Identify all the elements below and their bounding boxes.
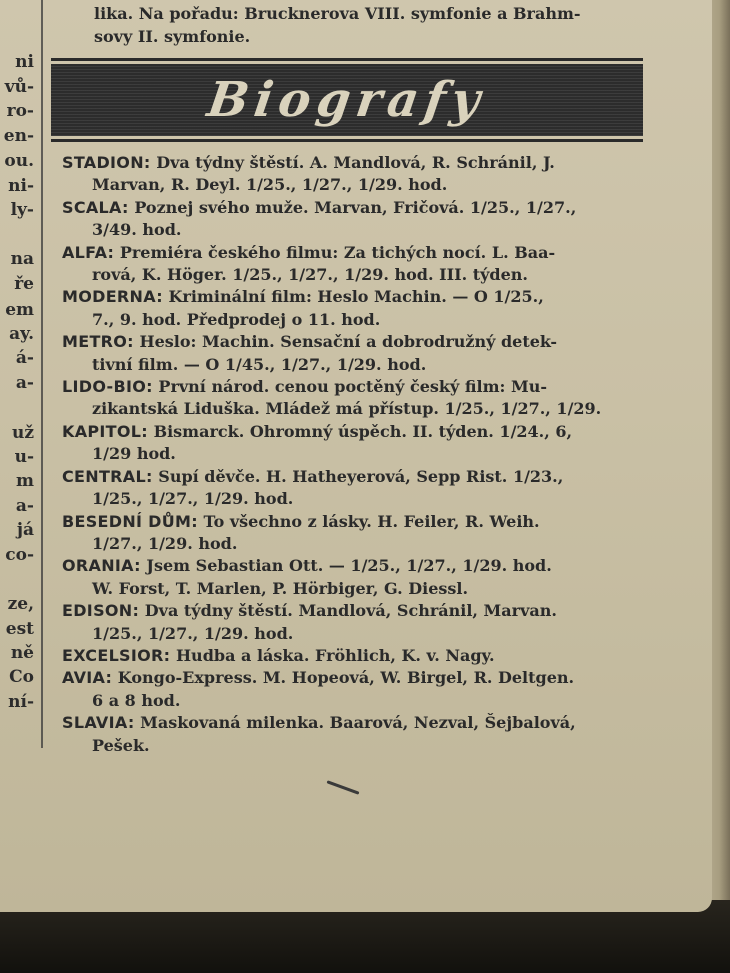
listing-line <box>62 376 662 398</box>
listing-continuation: tivní film. — O 1/45., 1/27., 1/29. hod. <box>92 354 427 374</box>
left-fragment: ly- <box>10 200 34 220</box>
left-fragment: a- <box>15 373 34 393</box>
listing-line <box>62 555 662 577</box>
left-fragment: em <box>5 300 34 320</box>
left-fragment: ře <box>14 274 34 294</box>
cinema-name: STADION: <box>62 153 151 172</box>
left-fragment: Co <box>9 667 34 687</box>
cinema-name: ORANIA: <box>62 556 141 576</box>
listing-continuation: Marvan, R. Deyl. 1/25., 1/27., 1/29. hod. <box>92 175 448 195</box>
left-fragment: ou. <box>4 151 34 171</box>
left-fragment: já <box>16 520 34 540</box>
section-banner <box>51 58 643 142</box>
listing-entry <box>62 197 662 242</box>
listing-line <box>62 152 662 174</box>
listing-line <box>62 197 662 219</box>
listing-entry <box>62 286 662 331</box>
left-fragment: co- <box>5 545 34 565</box>
listing-continuation: 3/49. hod. <box>92 220 182 240</box>
left-fragment: est <box>5 619 34 639</box>
listing-text: Jsem Sebastian Ott. — 1/25., 1/27., 1/29. hod. <box>146 556 552 576</box>
listing-text: Dva týdny štěstí. Mandlová, Schránil, Marvan. <box>144 601 557 621</box>
cinema-name: AVIA: <box>62 668 113 688</box>
left-fragment: už <box>11 423 34 443</box>
listing-entry <box>62 152 662 197</box>
left-fragment: en- <box>3 126 34 146</box>
listing-entry <box>62 667 662 712</box>
cinema-name: SCALA: <box>62 197 129 217</box>
listing-text: Hudba a láska. Fröhlich, K. v. Nagy. <box>175 645 495 665</box>
listing-text: Supí děvče. H. Hatheyerová, Sepp Rist. 1/23., <box>158 466 564 486</box>
listing-text: Kongo-Express. M. Hopeová, W. Birgel, R. Deltgen. <box>117 668 575 688</box>
listing-text: Dva týdny štěstí. A. Mandlová, R. Schránil, J. <box>156 153 555 172</box>
left-fragment: ni <box>15 52 34 72</box>
listing-entry <box>62 376 662 421</box>
listing-entry <box>62 555 662 600</box>
left-fragment: ní- <box>8 692 34 712</box>
listing-entry <box>62 600 662 645</box>
listing-text: Bismarck. Ohromný úspěch. II. týden. 1/24., 6, <box>153 421 573 441</box>
listing-line <box>62 645 662 667</box>
cinema-name: SLAVIA: <box>62 713 135 733</box>
listing-continuation: 1/29 hod. <box>92 444 176 464</box>
listing-entry <box>62 242 662 287</box>
listing-entry <box>62 511 662 556</box>
listing-entry <box>62 331 662 376</box>
left-fragment: ze, <box>7 594 34 614</box>
listing-line <box>62 712 662 734</box>
top-paragraph <box>94 2 654 48</box>
listing-line <box>62 421 662 443</box>
left-fragment: a- <box>15 496 34 516</box>
cinema-name: ALFA: <box>62 242 115 262</box>
cinema-name: EXCELSIOR: <box>62 645 171 665</box>
listing-continuation: 7., 9. hod. Předprodej o 11. hod. <box>92 309 381 329</box>
cinema-name: LIDO-BIO: <box>62 377 153 397</box>
listing-entry <box>62 466 662 511</box>
left-fragment: u- <box>14 447 34 467</box>
listing-continuation: W. Forst, T. Marlen, P. Hörbiger, G. Diessl. <box>92 578 469 598</box>
listing-line <box>62 286 662 308</box>
listing-text: Premiéra českého filmu: Za tichých nocí. L. Baa- <box>119 242 556 262</box>
left-fragment: ay. <box>9 324 34 344</box>
listing-line <box>62 466 662 488</box>
section-banner-fill <box>51 64 643 136</box>
column-rule <box>41 0 43 748</box>
listing-continuation: zikantská Liduška. Mládež má přístup. 1/25., 1/27., 1/29. <box>92 399 602 419</box>
listing-continuation: rová, K. Höger. 1/25., 1/27., 1/29. hod. III. týden. <box>92 265 528 285</box>
listing-line <box>62 242 662 264</box>
listing-text: Maskovaná milenka. Baarová, Nezval, Šejbalová, <box>140 713 576 733</box>
top-paragraph-line1: lika. Na pořadu: Brucknerova VIII. symfonie a Brahm- <box>94 4 581 23</box>
left-fragment: á- <box>15 348 34 368</box>
cinema-name: CENTRAL: <box>62 466 153 486</box>
listing-text: To všechno z lásky. H. Feiler, R. Weih. <box>203 511 540 531</box>
listing-entry <box>62 421 662 466</box>
top-paragraph-line2: sovy II. symfonie. <box>94 27 251 46</box>
left-fragment: ně <box>10 643 34 663</box>
listing-text: První národ. cenou poctěný český film: Mu- <box>158 377 547 397</box>
cinema-name: EDISON: <box>62 601 140 621</box>
listing-continuation: 1/25., 1/27., 1/29. hod. <box>92 489 294 509</box>
left-fragment: vů- <box>4 77 34 97</box>
left-fragment: ni- <box>8 176 34 196</box>
listing-continuation: 1/27., 1/29. hod. <box>92 533 238 553</box>
cinema-name: METRO: <box>62 332 134 352</box>
listing-text: Kriminální film: Heslo Machin. — O 1/25., <box>168 287 544 307</box>
listing-text: Heslo: Machin. Sensační a dobrodružný detek- <box>139 332 558 352</box>
left-fragment: m <box>16 471 34 491</box>
listing-text: Poznej svého muže. Marvan, Fričová. 1/25., 1/27., <box>134 197 577 217</box>
cinema-name: MODERNA: <box>62 287 163 307</box>
listing-entry <box>62 712 662 757</box>
cinema-name: KAPITOL: <box>62 421 148 441</box>
listing-continuation: 1/25., 1/27., 1/29. hod. <box>92 623 294 643</box>
cinema-listings <box>62 152 662 757</box>
listing-line <box>62 667 662 689</box>
section-title: Biografy <box>204 72 490 128</box>
left-fragment: ro- <box>6 101 34 121</box>
listing-entry <box>62 645 662 667</box>
listing-line <box>62 600 662 622</box>
left-fragment: na <box>10 249 34 269</box>
listing-line <box>62 511 662 533</box>
pen-mark <box>327 780 360 794</box>
left-column-fragments <box>0 0 40 760</box>
listing-continuation: 6 a 8 hod. <box>92 690 181 710</box>
listing-line <box>62 331 662 353</box>
listing-continuation: Pešek. <box>92 735 150 755</box>
cinema-name: BESEDNÍ DŮM: <box>62 511 198 531</box>
